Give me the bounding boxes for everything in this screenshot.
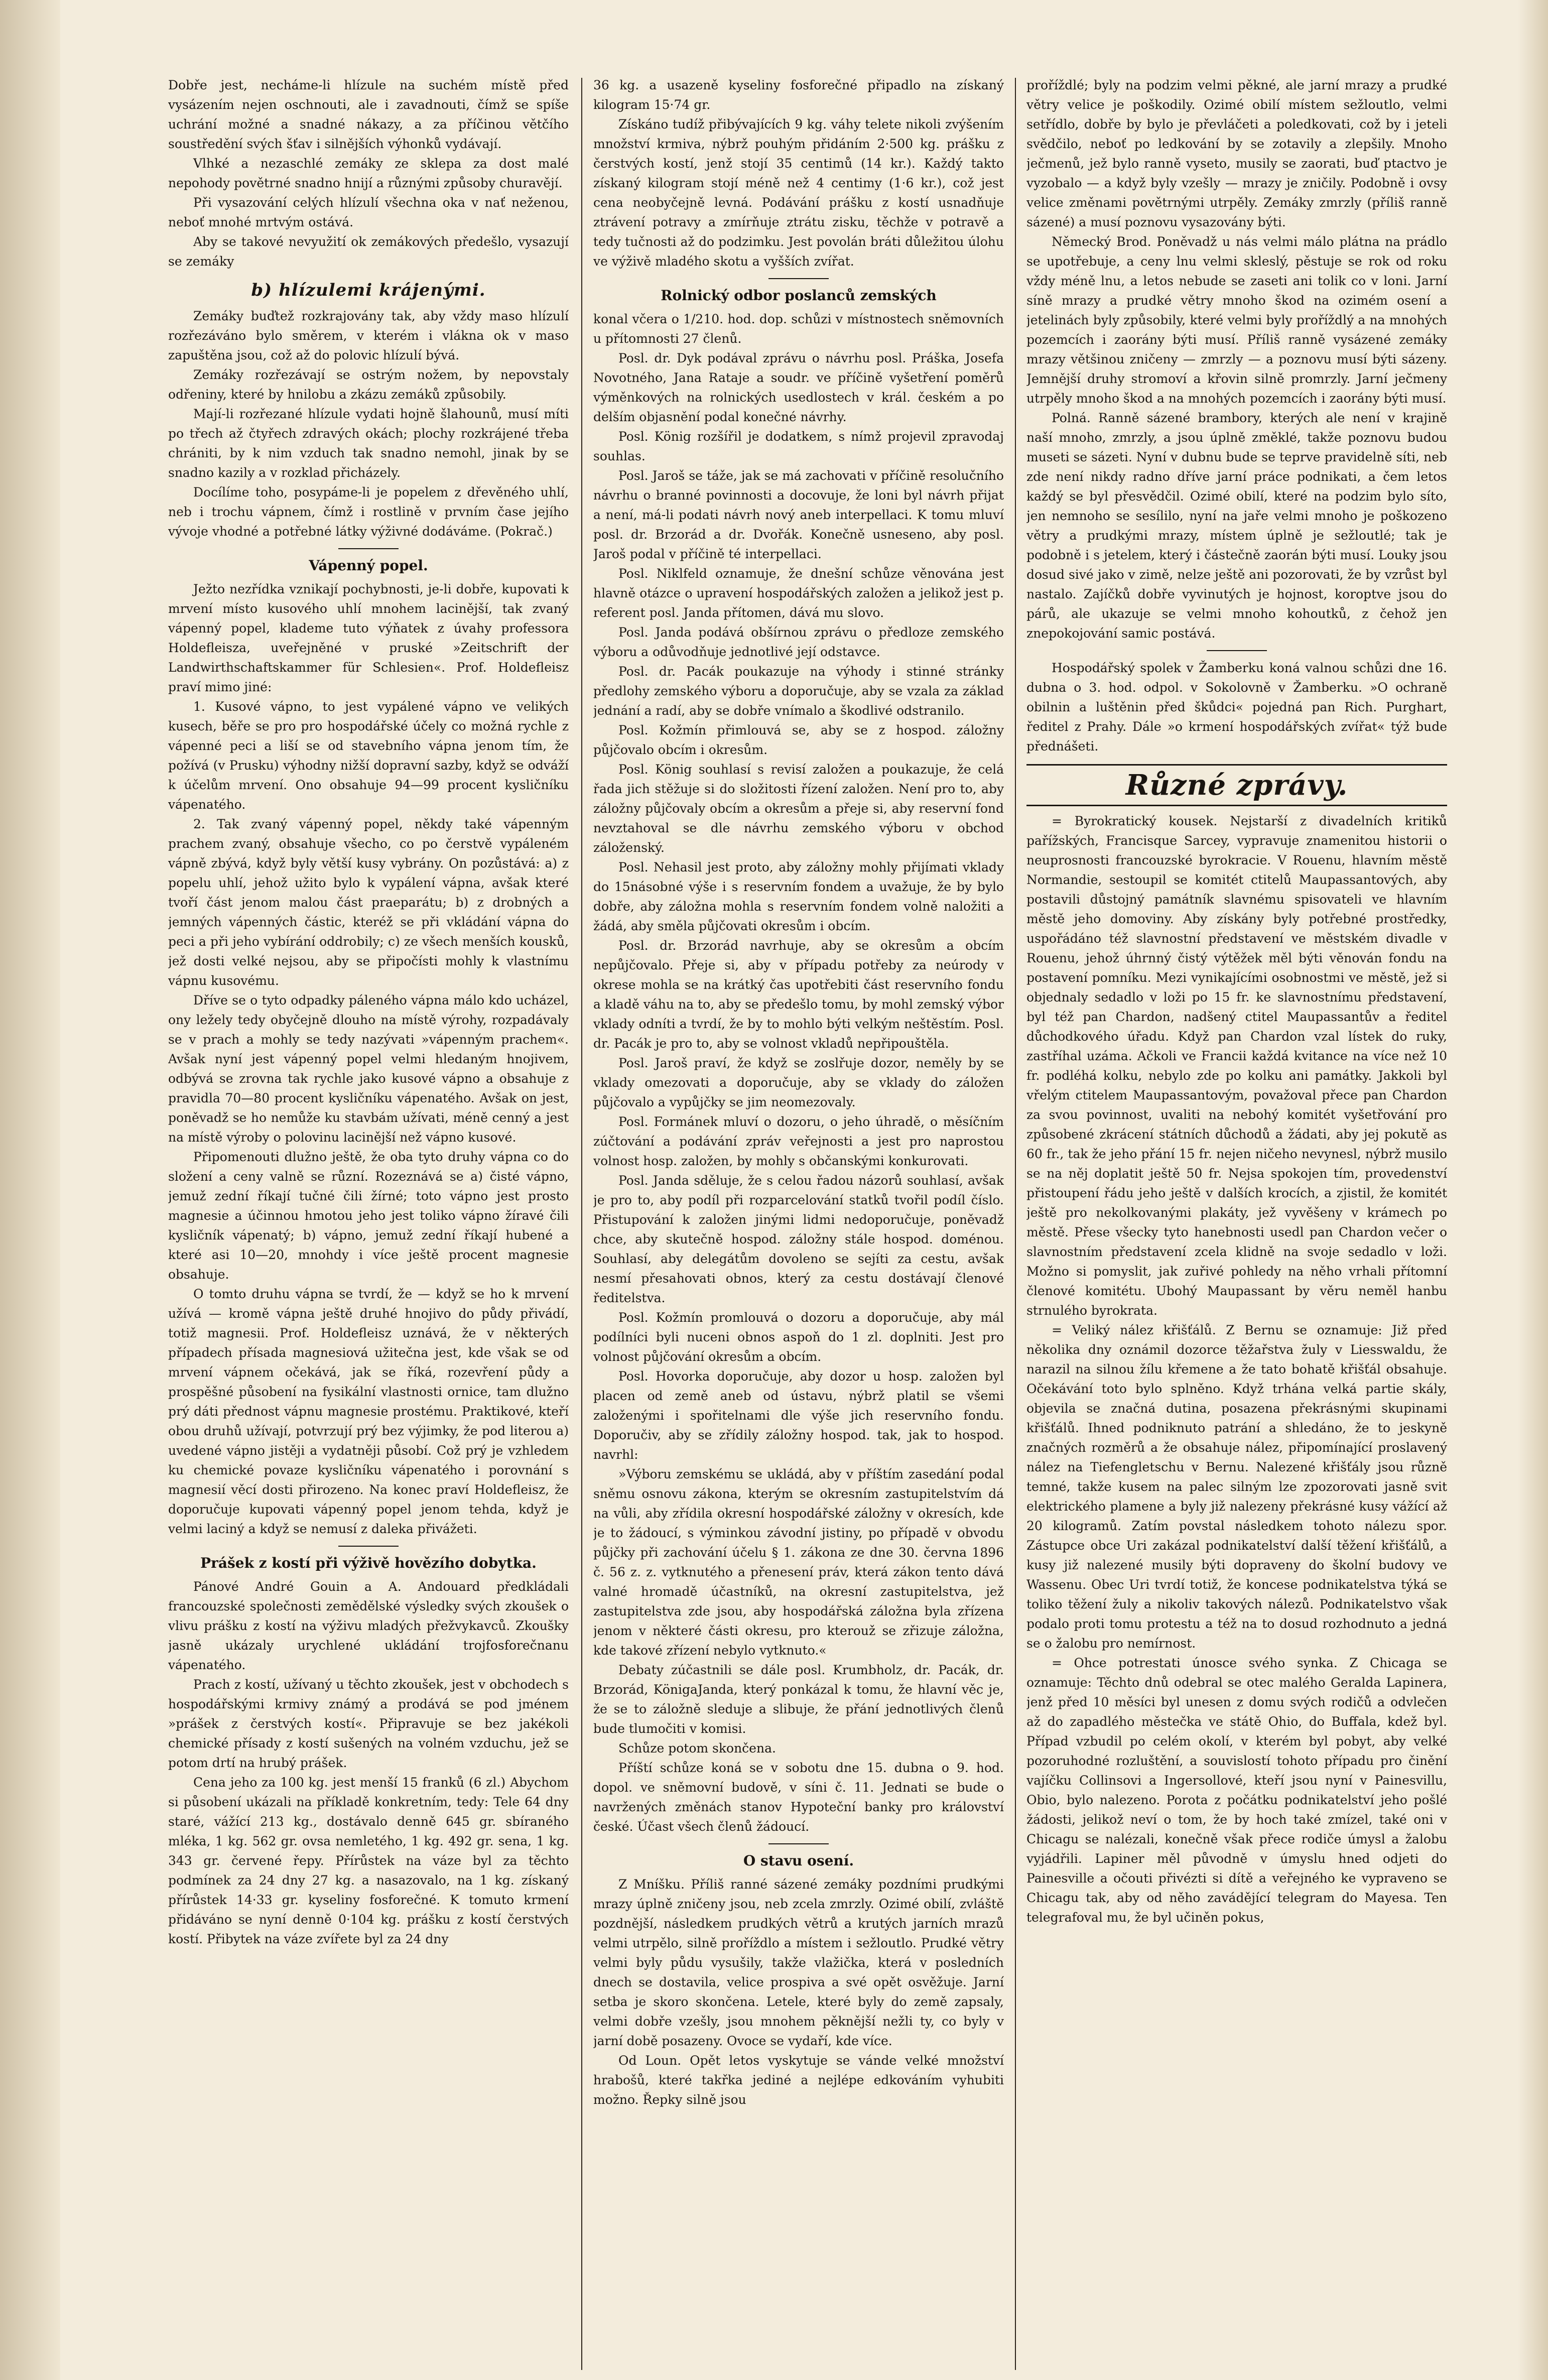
paragraph: Posl. Jaroš se táže, jak se má zachovati v příčině resolučního návrhu o branné povinnosti a docovuje, že loni byl návrh přijat a není, má-li podati návrh nový aneb interpellaci. K tomu mluví posl. dr. Brzorád a dr. Dvořák. Konečně usneseno, aby posl. Jaroš podal v příčině té interpellaci. <box>593 468 1004 561</box>
binding-shadow <box>0 0 60 2380</box>
paragraph: Prach z kostí, užívaný u těchto zkoušek, jest v obchodech s hospodářskými krmivy známý a prodává se pod jménem »prášek z čerstvých kostí«. Připravuje se bez jakékoli chemické přísady z kostí sušených na volném vzduchu, jež se potom drtí na hrubý prášek. <box>168 1677 569 1770</box>
paragraph: Posl. König rozšířil je dodatkem, s nímž projevil zpravodaj souhlas. <box>593 429 1004 463</box>
paragraph: O tomto druhu vápna se tvrdí, že — když se ho k mrvení užívá — kromě vápna ještě druhé hnojivo do půdy přivádí, totiž magnesii. Prof. Holdefleisz uznává, že v některých případech přísada magnesiová užitečna jest, kde však se od mrvení vápnem očekává, jak se říká, rozevření půdy a prospěšné působení na fysikální vlastnosti ornice, tam dlužno prý dáti přednost vápnu magnesie prostému. Praktikové, kteří obou druhů užívají, potvrzují prý bez výjimky, že pod literou a) uvedené vápno jistěji a vydatněji působí. Což prý je vzhledem ku chemické povaze kysličníku vápenatého i porovnání s magnesií věcí dosti přirozeno. Na konec praví Holdefleisz, že doporučuje kupovati vápenný popel jenom tehda, když je velmi laciný a když se nemusí z daleka přivážeti. <box>168 1287 569 1536</box>
page-edge <box>1518 0 1548 2380</box>
paragraph: Posl. Janda podává obšírnou zprávu o předloze zemského výboru a odůvodňuje jednotlivé její odstavce. <box>593 625 1004 659</box>
paragraph: Posl. dr. Pacák poukazuje na výhody i stinné stránky předlohy zemského výboru a doporučuje, aby se vzala za základ jednání a radí, aby se dobře vnímalo a škodlivé odstranilo. <box>593 664 1004 718</box>
divider <box>338 1546 399 1547</box>
paragraph: Posl. Hovorka doporučuje, aby dozor u hosp. založen byl placen od země aneb od ústavu, nýbrž platil se všemi založenými i spořitelnami dle výše jich reservního fondu. Doporučiv, aby se zřídily záložny hospod. tak, jak to hospod. navrhl: <box>593 1369 1004 1462</box>
column-left <box>168 75 569 2370</box>
paragraph: Cena jeho za 100 kg. jest menší 15 franků (6 zl.) Abychom si působení ukázali na příkladě konkretním, tedy: Tele 64 dny staré, vážící 213 kg., dostávalo denně 645 gr. sbíraného mléka, 1 kg. 562 gr. ovsa nemletého, 1 kg. 492 gr. sena, 1 kg. 343 gr. červené řepy. Přírůstek na váze byl za těchto podmínek za 24 dny 27 kg. a nasazovalo, na 1 kg. získaný přírůstek 14·33 gr. kyseliny fosforečné. K tomuto krmení přidáváno se nyní denně 0·104 kg. prášku z kostí čerstvých kostí. Přibytek na váze zvířete byl za 24 dny <box>168 1775 569 1946</box>
divider <box>338 548 399 549</box>
paragraph: konal včera o 1/210. hod. dop. schůzi v místnostech sněmovních u přítomnosti 27 členů. <box>593 312 1004 346</box>
paragraph: Polná. Ranně sázené brambory, kterých ale není v krajině naší mnoho, zmrzly, a jsou úplně změklé, takže poznovu budou museti se sázeti. Nyní v dubnu bude se teprve pravidelně síti, neb zde není nikdy radno dříve jarní práce podnikati, a čem letos každý se byl přesvědčil. Ozimé obilí, které na podzim bylo síto, jen nemnoho se sesílilo, nyní na jaře velmi mnoho je poškozeno větry a prudkými mrazy, místem úplně je sežloutlé; tak je podobně i s jetelem, který i částečně zaorán býti musí. Louky jsou dosud sivé jako v zimě, nelze ještě ani pozorovati, že by vzrůst byl nastalo. Zajíčků dobře vyvinutých je hojnost, koroptve jsou do párů, ale ukazuje se velmi mnoho kohoutků, z čehož jen znepokojování samic postává. <box>1026 411 1447 641</box>
paragraph: Posl. dr. Dyk podával zprávu o návrhu posl. Práška, Josefa Novotného, Jana Rataje a soudr. ve příčině vyšetření poměrů výměnkových na rolnických usedlostech v král. českém a po delším objasnění podal konečné návrhy. <box>593 351 1004 424</box>
divider <box>768 1843 829 1844</box>
paragraph: Od Loun. Opět letos vyskytuje se vánde velké množství hrabošů, které takřka jediné a nejlépe edkováním vyhubiti možno. Řepky silně jsou <box>593 2053 1004 2107</box>
column-right <box>1026 75 1447 2370</box>
paragraph: Posl. Jaroš praví, že když se zoslřuje dozor, neměly by se vklady omezovati a doporučuje, aby se vklady do záložen půjčovalo a vypůjčky se jim neomezovaly. <box>593 1056 1004 1109</box>
paragraph: 2. Tak zvaný vápenný popel, někdy také vápenným prachem zvaný, obsahuje všecho, co po čerstvě vypáleném vápně zbývá, když byly větší kusy vybrány. On pozůstává: a) z popelu uhlí, jehož užito bylo k vypálení vápna, avšak které tvoří část jenom malou část praeparátu; b) z drobných a jemných vápenných částic, kteréž se při vkládání vápna do peci a při jeho vybírání oddrobily; c) ze všech menších kousků, jež dosti velké nejsou, aby se připočísti mohly k vlastnímu vápnu kusovému. <box>168 817 569 988</box>
paragraph: Posl. Niklfeld oznamuje, že dnešní schůze věnována jest hlavně otázce o upravení hospodářských založen a jelikož jest p. referent posl. Janda přítomen, dává mu slovo. <box>593 566 1004 620</box>
paragraph: proříždlé; byly na podzim velmi pěkné, ale jarní mrazy a prudké větry velice je poškodily. Ozimé obilí místem sežloutlo, velmi setřídlo, dobře by bylo je převláčeti a poledkovati, což by i jeteli svědčilo, neboť po ledkování by se zotavily a zlepšily. Mnoho ječmenů, jež bylo ranně vyseto, musily se zaorati, buď ptactvo je vyzobalo — a když byly vzešly — mrazy je zničily. Podobně i ovsy velice změnami povětrnými utrpěly. Zemáky zmrzly (příliš ranně sázené) a musí poznovu vysazovány býti. <box>1026 78 1447 229</box>
paragraph: Příští schůze koná se v sobotu dne 15. dubna o 9. hod. dopol. ve sněmovní budově, v síni č. 11. Jednati se bude o navržených změnách stanov Hypoteční banky pro království české. Účast všech členů žádoucí. <box>593 1761 1004 1834</box>
paragraph: Posl. Kožmín přimlouvá se, aby se z hospod. záložny půjčovalo obcím i okresům. <box>593 723 1004 757</box>
paragraph: Zemáky rozřezávají se ostrým nožem, by nepovstaly odřeniny, které by hnilobu a zkázu zemáků způsobily. <box>168 367 569 402</box>
paragraph: Posl. Janda sděluje, že s celou řadou názorů souhlasí, avšak je pro to, aby podíl při rozparcelování statků tvořil podíl číslo. Přistupování k založen jinými lidmi nedoporučuje, poněvadž chce, aby skutečně hospod. záložny stále hospod. doménou. Souhlasí, aby delegátům dovoleno se sejíti za cestu, avšak nesmí přesahovati obnos, který za cestu dostávají členové ředitelstva. <box>593 1173 1004 1305</box>
paragraph: 36 kg. a usazeně kyseliny fosforečné připadlo na získaný kilogram 15·74 gr. <box>593 78 1004 112</box>
paragraph: Zemáky buďtež rozkrajovány tak, aby vždy maso hlízulí rozřezáváno bylo směrem, v kterém i vlákna ok v maso zapuštěna jsou, což až do polovic hlízulí bývá. <box>168 309 569 362</box>
section-heading: Různé zprávy. <box>1026 764 1447 806</box>
paragraph: Ježto nezřídka vznikají pochybnosti, je-li dobře, kupovati k mrvení místo kusového uhlí mnohem lacinější, tak zvaný vápenný popel, klademe tuto výňatek z úvahy professora Holdefleisza, uveřejněné v pruské »Zeitschrift der Landwirthschaftskammer für Schlesien«. Prof. Holdefleisz praví mimo jiné: <box>168 582 569 694</box>
article-heading: Vápenný popel. <box>309 557 428 574</box>
paragraph: Posl. Nehasil jest proto, aby záložny mohly přijímati vklady do 15násobné výše i s reservním fondem a uvažuje, že by bylo dobře, aby záložna mohla s reservním fondem volně naložiti a žádá, aby směla půjčovati okresům i obcím. <box>593 860 1004 933</box>
article-heading: Prášek z kostí při výživě hovězího dobytka. <box>200 1555 537 1571</box>
paragraph: Z Mníšku. Příliš ranné sázené zemáky pozdními prudkými mrazy úplně zničeny jsou, neb zcela zmrzly. Ozimé obilí, zvláště pozdnější, následkem prudkých větrů a krutých jarních mrazů velmi utrpělo, silně proříždlo a místem i sežloutlo. Prudké větry velmi byly půdu vysušily, takže vlažička, která v posledních dnech se dostavila, velice prospiva a své opět osvěžuje. Jarní setba je skoro skončena. Letele, které byly do země zapsaly, velmi dobře vzešly, jsou mnohem pěknější nežli ty, co byly v jarní době posazeny. Ovoce se vydaří, kde více. <box>593 1877 1004 2048</box>
column-rule <box>581 78 582 2370</box>
column-rule <box>1015 78 1016 2370</box>
paragraph: Aby se takové nevyužití ok zemákových předešlo, vysazují se zemáky <box>168 234 569 269</box>
divider <box>768 278 829 279</box>
paragraph: Pánové André Gouin a A. Andouard předkládali francouzské společnosti zemědělské výsledky svých zkoušek o vlivu prášku z kostí na výživu mladých přežvykavců. Zkoušky jasně ukázaly urychlené ukládání trojfosforečnanu vápenatého. <box>168 1579 569 1672</box>
paragraph: Německý Brod. Poněvadž u nás velmi málo plátna na prádlo se upotřebuje, a ceny lnu velmi skleslý, pěstuje se rok od roku vždy méně lnu, a letos nebude se zaseti ani tolik co v loni. Jarní síně mrazy a prudké větry mnoho škod na ozimém osení a jetelinách byly způsobily, které velmi byly proříždlý a na mnohých pozemcích i zaorány býti musí. Příliš ranně vysázené zemáky mrazy většinou zničeny — zmrzly — a poznovu musí býti sázeny. Jemnější druhy stromoví a křovin silně promrzly. Jarní ječmeny utrpěly mnoho škod a na mnohých pozemcích i zaorány býti musí. <box>1026 234 1447 406</box>
paragraph: Posl. König souhlasí s revisí založen a poukazuje, že celá řada jich stěžuje si do složitosti řízení založen. Není pro to, aby záložny půjčovaly obcím a okresům a přeje si, aby reservní fond nevztahoval se dle návrhu zemského výboru v obchod záloženský. <box>593 762 1004 855</box>
paragraph: »Výboru zemskému se ukládá, aby v příštím zasedání podal sněmu osnovu zákona, kterým se okresním zastupitelstvím dá na vůli, aby zřídila okresní hospodářské záložny v okresích, kde je to žádoucí, s výminkou závodní jistiny, po případě v obvodu půjčky při zachování účelu § 1. zákona ze dne 30. června 1896 č. 56 z. z. vytknutého a přenesení práv, která zákon tento dává valné hromadě účastníků, na okresní zastupitelstva, jež zastupitelstva zde jsou, aby hospodářská záložna byla zřízena jenom v některé části okresu, pro kterouž se zřizuje záložna, kde takové zřízení nebylo vytknuto.« <box>593 1467 1004 1658</box>
paragraph: 1. Kusové vápno, to jest vypálené vápno ve velikých kusech, běře se pro pro hospodářské účely co možná rychle z vápenné peci a liší se od stavebního vápna jenom tím, že požívá (v Prusku) výhodny nižší dopravní sazby, když se odváží k účelům mrvení. Ono obsahuje 94—99 procent kysličníku vápenatého. <box>168 699 569 812</box>
paragraph: = Byrokratický kousek. Nejstarší z divadelních kritiků pařížských, Francisque Sarcey, vypravuje znamenitou historii o neuprosnosti francouzské byrokracie. V Rouenu, hlavním městě Normandie, sestoupil se komitét ctitelů Maupassantových, aby postavili důstojný památník slavnému spisovateli ve hlavním městě jeho domoviny. Aby získány byly potřebné prostředky, uspořádáno též slavnostní představení ve městském divadle v Rouenu, jehož úhrnný čistý výtěžek měl býti věnován fondu na postavení pomníku. Mezi vynikajícími osobnostmi ve městě, jež si objednaly sedadlo v loži po 15 fr. ke slavnostnímu představení, byl též pan Chardon, nadšený ctitel Maupassantův a ředitel důchodkového úřadu. Když pan Chardon vzal lístek do ruky, zastříhal uzáma. Ačkoli ve Francii každá kvitance na více než 10 fr. podléhá kolku, nebylo zde po kolku ani památky. Jakkoli byl vřelým ctitelem Maupassantovým, považoval přece pan Chardon za svou povinnost, uvaliti na nebohý komitét vyšetřování pro způsobené zkrácení státních důchodů a žádati, aby jej pokutě as 60 fr., tak že jeho přání 15 fr. nejen ničeho nevynesl, nýbrž musilo se na něj doplatit ještě 50 fr. Nejsa spokojen tím, provedenství přistoupení řádu jeho ještě v dalších krocích, a zjistil, že komitét ještě pro nekolkovanými plakáty, jež vyvěšeny v krámech po městě. Přese všecky tyto hanebnosti usedl pan Chardon večer o slavnostním představení zcela klidně na svoje sedadlo v loži. Možno si pomyslit, jak zuřivé pohledy na něho vrhali přítomní členové komitétu. Ubohý Maupassant by věru neměl hanbu strnulého byrokrata. <box>1026 814 1447 1318</box>
paragraph: Posl. Formánek mluví o dozoru, o jeho úhradě, o měsíčním zúčtování a podávání zpráv veřejnosti a jest pro naprostou volnost hosp. založen, by mohly s občanskými konkurovati. <box>593 1114 1004 1168</box>
paragraph: = Ohce potrestati únosce svého synka. Z Chicaga se oznamuje: Těchto dnů odebral se otec malého Geralda Lapinera, jenž před 10 měsíci byl unesen z domu svých rodičů a odvlečen až do zapadlého městečka ve státě Ohio, do Buffala, kdež byl. Případ vzbudil po celém okolí, v kterém byl pobyt, aby velké pozoruhodné rozluštění, a souvislostí tohoto případu pro činění vajíčku Collinsovi a Ingersollové, kteří jsou nyní v Painesvillu, Obio, bylo nalezeno. Porota z počátku podnikatelství jeho pošlé žádosti, jelikož neví o tom, že by hoch také zmízel, také oni v Chicagu se nalézali, konečně však přece rodiče úmysl a žalobu vyjádřili. Lapiner měl původně v úmyslu hned odjeti do Painesville a očouti přivézti si dítě a veřejného ke vypraveno se Chicagu tak, aby od něho zavádějící telegram do Mayesa. Ten telegrafoval mu, že byl učiněn pokus, <box>1026 1656 1447 1925</box>
paragraph: Dříve se o tyto odpadky páleného vápna málo kdo ucházel, ony ležely tedy obyčejně dlouho na místě výrohy, rozpadávaly se v prach a mohly se tedy nazývati »vápenným prachem«. Avšak nyní jest vápenný popel velmi hledaným hnojivem, odbývá se zrovna tak rychle jako kusové vápno a obsahuje z pravidla 70—80 procent kysličníku vápenatého. Avšak on jest, poněvadž se ho nemůže ku stavbám užívati, méně cenný a jest na místě výroby o polovinu lacinější než vápno kusové. <box>168 993 569 1145</box>
divider <box>1207 650 1267 651</box>
article-heading: O stavu osení. <box>743 1852 854 1869</box>
paragraph: Při vysazování celých hlízulí všechna oka v nať neženou, neboť mnohé mrtvým ostává. <box>168 195 569 229</box>
paragraph: Docílíme toho, posypáme-li je popelem z dřevěného uhlí, neb i trochu vápnem, čímž i rostlině v prvním čase jejího vývoje vhodné a potřebné látky výživné dodáváme. (Pokrač.) <box>168 485 569 539</box>
paragraph: Dobře jest, necháme-li hlízule na suchém místě před vysázením nejen oschnouti, ale i zavadnouti, čímž se spíše uchrání možné a snadné nákazy, a za příčinou větčího soustředění svých šťav i silnějších výhonků vydávají. <box>168 78 569 151</box>
paragraph: Mají-li rozřezané hlízule vydati hojně šlahounů, musí míti po třech až čtyřech zdravých okách; plochy rozkrájené třeba chrániti, by k nim vzduch tak snadno nemohl, jinak by se snadno kazily a v rozklad přicházely. <box>168 407 569 480</box>
paragraph: = Veliký nález křišťálů. Z Bernu se oznamuje: Již před několika dny oznámil dozorce těžařstva žuly v Liesswaldu, že narazil na silnou žílu křemene a že tato bohatě křišťál obsahuje. Očekávání toto bylo splněno. Když trhána velká partie skály, objevila se značná dutina, posazena překrásnými skupinami křišťálů. Ihned podniknuto patrání a shledáno, že to jeskyně značných rozměrů a že obsahuje nález, připomínající proslavený nález na Tiefengletschu v Bernu. Nalezené křišťály jsou různě temné, takže kusem na palec silným lze zpozorovati jasně svit elektrického plamene a byly již nalezeny překrásné kusy vážící až 20 kilogramů. Zatím povstal následkem tohoto nálezu spor. Zástupce obce Uri zakázal podnikatelství další těžení křišťálů, a kusy již nalezené musily býti dopraveny do školní budovy ve Wassenu. Obec Uri tvrdí totiž, že koncese podnikatelstva týká se toliko těžení žuly a nikoliv takových nálezů. Podnikatelstvo však podalo proti tomu protestu a též na to dosud rozhodnuto a jedná se o žalobu pro nemírnost. <box>1026 1323 1447 1651</box>
paragraph: Hospodářský spolek v Žamberku koná valnou schůzi dne 16. dubna o 3. hod. odpol. v Sokolovně v Žamberku. »O ochraně obilnin a luštěnin před škůdci« pojedná pan Rich. Purghart, ředitel z Prahy. Dále »o krmení hospodářských zvířat« týž bude přednášeti. <box>1026 661 1447 754</box>
paragraph: Schůze potom skončena. <box>618 1741 776 1756</box>
column-middle <box>593 75 1004 2370</box>
paragraph: Posl. Kožmín promlouvá o dozoru a doporučuje, aby mál podílníci byli nuceni obnos aspoň do 1 zl. doplniti. Jest pro volnost půjčování okresům a obcím. <box>593 1310 1004 1364</box>
section-heading: b) hlízulemi krájenými. <box>251 280 486 300</box>
paragraph: Připomenouti dlužno ještě, že oba tyto druhy vápna co do složení a ceny valně se různí. Rozeznává se a) čisté vápno, jemuž zední říkají tučné čili žírné; toto vápno jest prosto magnesie a účinnou hmotou jeho jest toliko vápno žíravé čili kysličník vápenatý; b) vápno, jemuž zední říkají hubené a které asi 10—20, mnohdy i více ještě procent magnesie obsahuje. <box>168 1150 569 1282</box>
paragraph: Získáno tudíž přibývajících 9 kg. váhy telete nikoli zvýšením množství krmiva, nýbrž pouhým přidáním 2·500 kg. prášku z čerstvých kostí, jenž stojí 35 centimů (14 kr.). Každý takto získaný kilogram stojí méně než 4 centimy (1·6 kr.), což jest cena neobyčejně levná. Podávání prášku z kostí usnadňuje ztrávení potravy a zmírňuje ztrátu zisku, těchže v potravě a tedy tučnosti až do podzimku. Jest povolán bráti důležitou úlohu ve výživě mladého skotu a vyšších zvířat. <box>593 117 1004 269</box>
paragraph: Vlhké a nezaschlé zemáky ze sklepa za dost malé nepohody povětrné snadno hnijí a různými způsoby churavějí. <box>168 156 569 190</box>
article-heading: Rolnický odbor poslanců zemských <box>661 287 937 304</box>
paragraph: Debaty zúčastnili se dále posl. Krumbholz, dr. Pacák, dr. Brzorád, KönigaJanda, který ponkázal k tomu, že hlavní věc je, že se to záložně sleduje a slibuje, že přání jednotlivých členů bude tlumočiti v komisi. <box>593 1663 1004 1736</box>
paragraph: Posl. dr. Brzorád navrhuje, aby se okresům a obcím nepůjčovalo. Přeje si, aby v případu potřeby za neúrody v okrese mohla se na krátký čas upotřebiti část reservního fondu a kladě váhu na to, aby se předešlo tomu, by mohl zemský výbor vklady odníti a tvrdí, že by to mohlo býti velkým neštěstím. Posl. dr. Pacák je pro to, aby se volnost vkladů nepřipouštěla. <box>593 938 1004 1051</box>
